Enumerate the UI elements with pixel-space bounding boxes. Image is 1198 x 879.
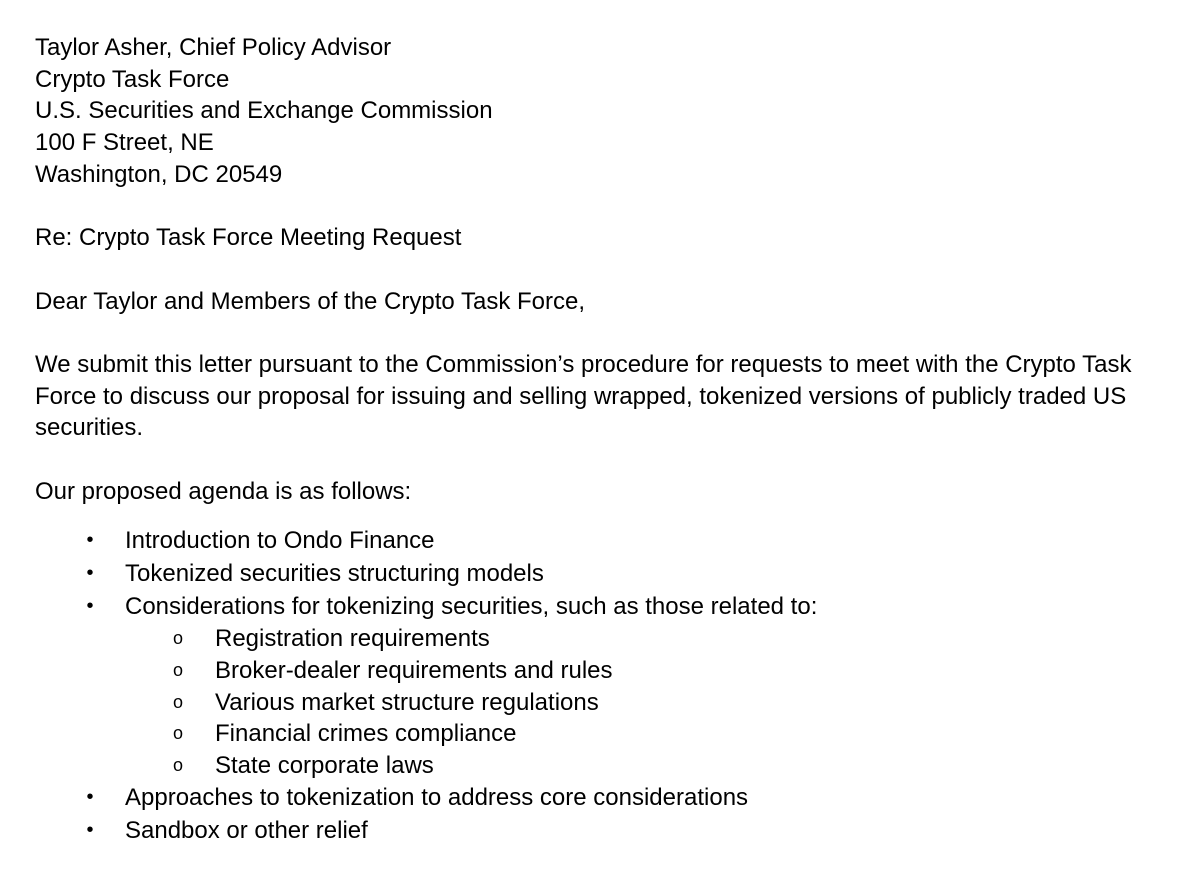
recipient-agency: U.S. Securities and Exchange Commission xyxy=(35,97,493,125)
spacer xyxy=(35,254,1195,286)
agenda-item-text: Considerations for tokenizing securities, such as those related to: xyxy=(125,593,818,621)
sub-item-text: State corporate laws xyxy=(215,751,434,779)
circle-bullet-icon: o xyxy=(172,659,183,680)
agenda-item-text: Approaches to tokenization to address core considerations xyxy=(125,784,749,812)
agenda-intro: Our proposed agenda is as follows: xyxy=(35,477,412,505)
list-item xyxy=(35,590,1195,623)
circle-bullet-icon: o xyxy=(172,723,183,744)
recipient-address-block xyxy=(35,32,1195,190)
sub-list-item xyxy=(35,687,1195,719)
sub-list-item xyxy=(35,718,1195,750)
sub-list xyxy=(35,623,1195,781)
salutation: Dear Taylor and Members of the Crypto Task Force, xyxy=(35,287,586,315)
recipient-street: 100 F Street, NE xyxy=(35,129,214,157)
sub-list-item xyxy=(35,623,1195,655)
recipient-city: Washington, DC 20549 xyxy=(35,160,283,188)
subject-line: Re: Crypto Task Force Meeting Request xyxy=(35,224,462,252)
agenda-item-text: Introduction to Ondo Finance xyxy=(125,527,435,555)
spacer xyxy=(35,190,1195,222)
circle-bullet-icon: o xyxy=(172,754,183,775)
agenda-item-text: Sandbox or other relief xyxy=(125,817,368,845)
sub-item-text: Various market structure regulations xyxy=(215,688,599,716)
sub-list-item xyxy=(35,750,1195,782)
list-item xyxy=(35,524,1195,557)
spacer xyxy=(35,317,1195,349)
bullet-icon: • xyxy=(86,562,94,585)
bullet-icon: • xyxy=(86,819,94,842)
list-item xyxy=(35,557,1195,590)
sub-list-item xyxy=(35,655,1195,687)
list-item xyxy=(35,781,1195,814)
circle-bullet-icon: o xyxy=(172,691,183,712)
agenda-list xyxy=(35,524,1195,847)
bullet-icon: • xyxy=(86,595,94,618)
sub-item-text: Financial crimes compliance xyxy=(215,720,517,748)
sub-item-text: Registration requirements xyxy=(215,625,490,653)
agenda-item-text: Tokenized securities structuring models xyxy=(125,560,544,588)
circle-bullet-icon: o xyxy=(172,628,183,649)
spacer xyxy=(35,444,1195,476)
letter-page xyxy=(35,32,1195,847)
bullet-icon: • xyxy=(86,529,94,552)
body-paragraph: We submit this letter pursuant to the Commission’s procedure for requests to meet with the Crypto Task Force to discuss our proposal for issuing and selling wrapped, tokenized versions of publicly traded US securities. xyxy=(35,350,1132,442)
recipient-group: Crypto Task Force xyxy=(35,65,230,93)
recipient-name-title: Taylor Asher, Chief Policy Advisor xyxy=(35,34,392,61)
list-item xyxy=(35,814,1195,847)
sub-item-text: Broker-dealer requirements and rules xyxy=(215,656,613,684)
bullet-icon: • xyxy=(86,786,94,809)
